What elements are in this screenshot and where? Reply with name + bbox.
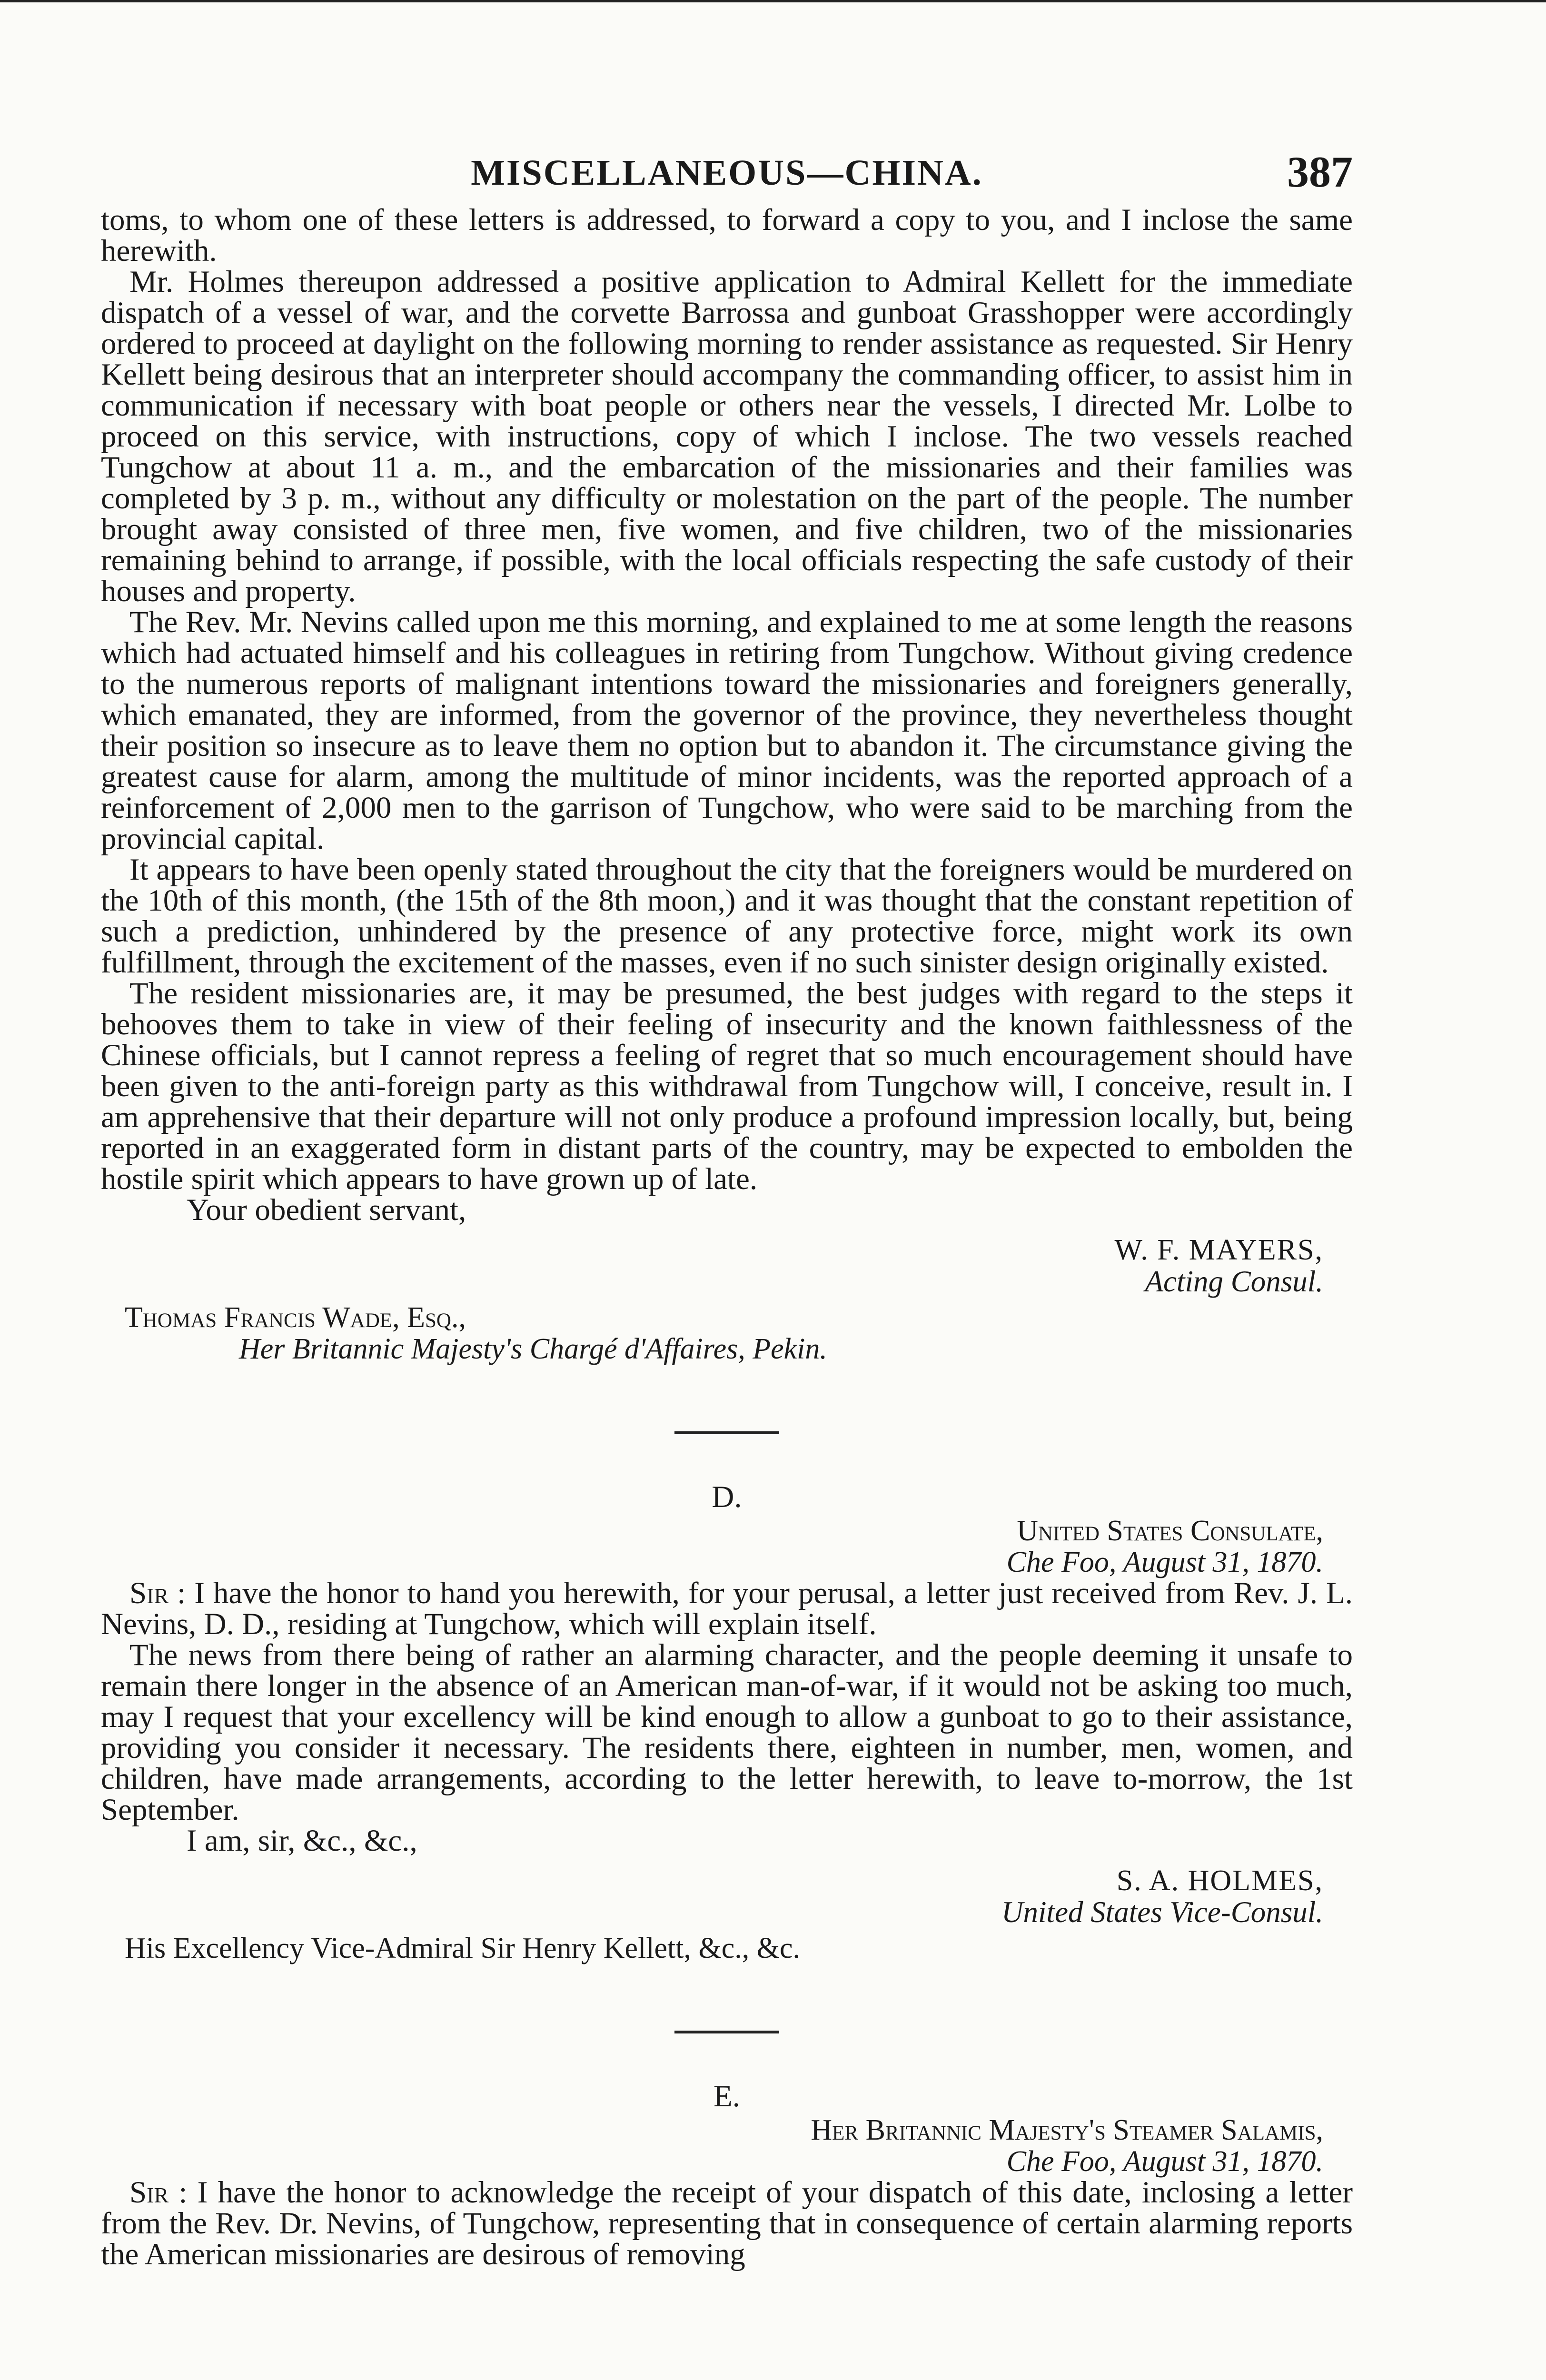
place-date: Che Foo, August 31, 1870.	[1006, 1546, 1323, 1578]
place-date: Che Foo, August 31, 1870.	[1006, 2145, 1323, 2178]
signature-title: United States Vice-Consul.	[1001, 1895, 1323, 1929]
paragraph: The news from there being of rather an alarming character, and the people deeming it unsafe to remain there longer in the absence of an American man-of-war, if it would not be asking too much, may I request that your excellency will be kind enough to allow a gunboat to go to their assistance, providing you consider it necessary. The residents there, eighteen in number, men, women, and children, have made arrangements, according to the letter herewith, to leave to-morrow, the 1st September.	[101, 1638, 1353, 1827]
addressee-office: Her Britannic Majesty's Chargé d'Affaires, Pekin.	[239, 1333, 827, 1365]
paragraph: The Rev. Mr. Nevins called upon me this morning, and explained to me at some length the reasons which had actuated himself and his colleagues in retiring from Tungchow. Without giving credence to the numerous reports of malignant intentions toward the missionaries and foreigners generally, which emanated, they are informed, from the governor of the province, they nevertheless thought their position so insecure as to leave them no option but to abandon it. The circumstance giving the greatest cause for alarm, among the multitude of minor incidents, was the reported approach of a reinforcement of 2,000 men to the garrison of Tungchow, who were said to be marching from the provincial capital.	[101, 605, 1353, 856]
sender-block	[101, 1515, 1323, 1578]
letter-c-body	[101, 205, 1353, 1195]
page-number: 387	[1287, 148, 1353, 196]
running-title: MISCELLANEOUS—CHINA.	[471, 153, 983, 193]
section-divider	[674, 2031, 779, 2033]
section-divider	[674, 1431, 779, 1434]
closing-line: Your obedient servant,	[187, 1193, 466, 1227]
paragraph	[101, 2177, 1353, 2270]
addressee-text: Thomas Francis Wade, Esq.,	[125, 1301, 466, 1334]
document-page	[101, 133, 1353, 2270]
signature-title: Acting Consul.	[1145, 1265, 1323, 1298]
addressee-line: His Excellency Vice-Admiral Sir Henry Kellett, &c., &c.	[125, 1932, 800, 1964]
paragraph: Mr. Holmes thereupon addressed a positive application to Admiral Kellett for the immediate dispatch of a vessel of war, and the corvette Barrossa and gunboat Grasshopper were accordingly ordered to proceed at daylight on the following morning to render assistance as requested. Sir Henry Kellett being desirous that an interpreter should accompany the commanding officer, to assist him in communication if necessary with boat people or others near the vessels, I directed Mr. Lolbe to proceed on this service, with instructions, copy of which I inclose. The two vessels reached Tungchow at about 11 a. m., and the embarcation of the missionaries and their families was completed by 3 p. m., without any difficulty or molestation on the part of the people. The number brought away consisted of three men, five women, and five children, two of the missionaries remaining behind to arrange, if possible, with the local officials respecting the safe custody of their houses and property.	[101, 265, 1353, 608]
sender-block	[101, 2114, 1323, 2177]
paragraph	[101, 1578, 1353, 1640]
paragraph: It appears to have been openly stated throughout the city that the foreigners would be murdered on the 10th of this month, (the 15th of the 8th moon,) and it was thought that the constant repetition of such a prediction, unhindered by the presence of any protective force, might work its own fulfillment, through the excitement of the masses, even if no such sinister design originally existed.	[101, 853, 1353, 980]
salutation: Sir :	[129, 1576, 186, 1610]
salutation: Sir :	[129, 2175, 188, 2210]
paragraph: The resident missionaries are, it may be presumed, the best judges with regard to the steps it behooves them to take in view of their feeling of insecurity and the known faithlessness of the Chinese officials, but I cannot repress a feeling of regret that so much encouragement should have been given to the anti-foreign party as this withdrawal from Tungchow will, I conceive, result in. I am apprehensive that their departure will not only produce a profound impression locally, but, being reported in an exaggerated form in distant parts of the country, may be expected to embolden the hostile spirit which appears to have grown up of late.	[101, 976, 1353, 1196]
paragraph-text: I have the honor to hand you herewith, for your perusal, a letter just received from Rev. J. L. Nevins, D. D., residing at Tungchow, which will explain itself.	[101, 1576, 1353, 1641]
top-border-rule	[0, 0, 1546, 2]
signature-name: W. F. MAYERS,	[1114, 1234, 1323, 1266]
paragraph-text: I have the honor to acknowledge the receipt of your dispatch of this date, inclosing a letter from the Rev. Dr. Nevins, of Tungchow, representing that in consequence of certain alarming reports the American missionaries are desirous of removing	[101, 2175, 1353, 2271]
addressee-name	[125, 1302, 1353, 1333]
page-header	[101, 133, 1353, 205]
section-label: D.	[712, 1480, 742, 1514]
sender-name: Her Britannic Majesty's Steamer Salamis,	[811, 2114, 1323, 2146]
paragraph: toms, to whom one of these letters is addressed, to forward a copy to you, and I inclose the same herewith.	[101, 203, 1353, 268]
section-label: E.	[714, 2079, 740, 2113]
sender-name: United States Consulate,	[1017, 1515, 1323, 1547]
signature-name: S. A. HOLMES,	[1116, 1864, 1323, 1897]
closing-line: I am, sir, &c., &c.,	[187, 1824, 417, 1858]
